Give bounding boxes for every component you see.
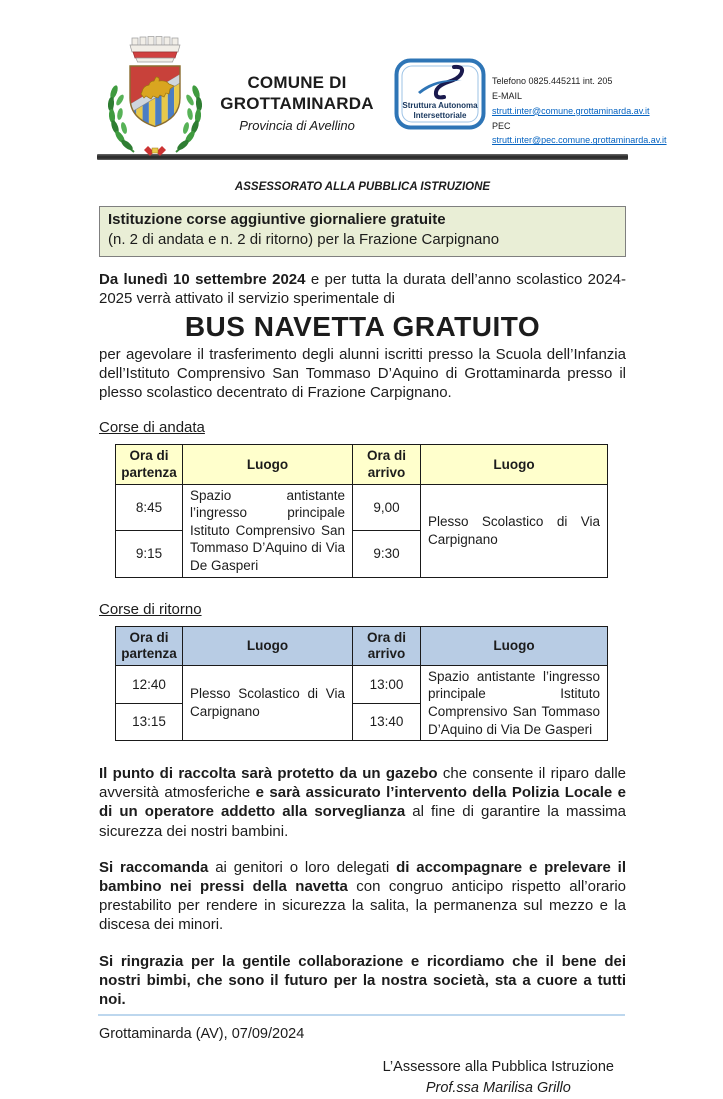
departure-time-1: 8:45 (116, 484, 183, 530)
col-header-place2: Luogo (421, 445, 608, 484)
departure-place: Plesso Scolastico di Via Carpignano (183, 665, 353, 740)
pec-label: PEC (492, 120, 511, 131)
table-header-row (116, 626, 608, 665)
shield (130, 66, 180, 128)
col-header-place1: Luogo (183, 445, 353, 484)
departure-time-2: 13:15 (116, 703, 183, 741)
subject-line2: (n. 2 di andata e n. 2 di ritorno) per la Frazione Carpignano (108, 231, 500, 249)
col-header-departure: Ora di partenza (116, 445, 183, 484)
subject-box (99, 206, 626, 257)
intro-paragraph: Da lunedì 10 settembre 2024 e per tutta la durata dell’anno scolastico 2024-2025 verrà attivato il servizio sperimentale di (99, 270, 626, 307)
place-date-line: Grottaminarda (AV), 07/09/2024 (99, 1026, 305, 1043)
table-header-row (116, 445, 608, 484)
main-title: BUS NAVETTA GRATUITO (184, 310, 541, 342)
col-header-departure: Ora di partenza (116, 626, 183, 665)
municipality-name-line1: COMUNE DI (247, 73, 347, 92)
arrival-time-2: 9:30 (353, 531, 421, 577)
email-link[interactable]: strutt.inter@comune.grottaminarda.av.it (492, 105, 650, 116)
arrival-place: Spazio antistante l’ingresso principale Istituto Comprensivo San Tommaso D’Aquino di Via De Gasperi (421, 665, 608, 740)
phone-line: Telefono 0825.445211 int. 205 (492, 76, 613, 86)
table-row (116, 484, 608, 530)
pec-line (492, 119, 667, 149)
signature-block (99, 1057, 626, 1099)
andata-heading: Corse di andata (99, 419, 205, 437)
table-row (116, 665, 608, 703)
mural-crown (130, 37, 180, 63)
raccomanda-paragraph: Si raccomanda ai genitori o loro delegati di accompagnare e prelevare il bambino nei pressi della navetta con congruo anticipo rispetto all’orario prestabilito per rendere in sicurezza la salita, la permanenza sul mezzo e la discesa dei minori. (99, 858, 626, 934)
logo-text-line2: Intersettoriale (413, 111, 467, 120)
col-header-arrival: Ora di arrivo (353, 626, 421, 665)
purpose-paragraph: per agevolare il trasferimento degli alunni iscritti presso la Scuola dell’Infanzia dell’Istituto Comprensivo San Tommaso D’Aquino di Grottaminarda presso il plesso scolastico decentrato di Frazione Carpignano. (99, 345, 626, 402)
pec-link[interactable]: strutt.inter@pec.comune.grottaminarda.av.it (492, 135, 667, 146)
struttura-autonoma-logo (394, 58, 486, 130)
col-header-place2: Luogo (421, 626, 608, 665)
department-title: ASSESSORATO ALLA PUBBLICA ISTRUZIONE (234, 181, 491, 193)
ribbon (144, 146, 166, 156)
col-header-arrival: Ora di arrivo (353, 445, 421, 484)
gazebo-paragraph: Il punto di raccolta sarà protetto da un gazebo che consente il riparo dalle avversità atmosferiche e sarà assicurato l’intervento della Polizia Locale e di un operatore addetto alla sorveglianza al fine di garantire la massima sicurezza dei nostri bambini. (99, 765, 627, 840)
arrival-place: Plesso Scolastico di Via Carpignano (421, 484, 608, 577)
email-line (492, 89, 667, 119)
municipality-block (212, 72, 382, 133)
arrival-time-1: 13:00 (353, 665, 421, 703)
document-body (0, 181, 723, 1099)
contact-block (492, 74, 667, 148)
andata-table (115, 444, 608, 577)
footer-divider (98, 1014, 625, 1016)
email-label: E-MAIL (492, 90, 522, 101)
municipality-name-line2: GROTTAMINARDA (220, 94, 374, 114)
signature-name: Prof.ssa Marilisa Grillo (425, 1080, 571, 1097)
ringrazia-paragraph: Si ringrazia per la gentile collaborazione e ricordiamo che il bene dei nostri bimbi, che sono il futuro per la nostra società, sta a cuore a tutti noi. (99, 952, 626, 1008)
province-label: Provincia di Avellino (239, 117, 355, 133)
departure-time-1: 12:40 (116, 665, 183, 703)
departure-place: Spazio antistante l’ingresso principale Istituto Comprensivo San Tommaso D’Aquino di Via De Gasperi (183, 484, 353, 577)
letterhead (0, 0, 723, 150)
coat-of-arms (100, 30, 210, 162)
signature-role: L’Assessore alla Pubblica Istruzione (382, 1059, 614, 1076)
arrival-time-2: 13:40 (353, 703, 421, 741)
departure-time-2: 9:15 (116, 531, 183, 577)
ritorno-heading: Corse di ritorno (99, 600, 202, 618)
col-header-place1: Luogo (183, 626, 353, 665)
arrival-time-1: 9,00 (353, 484, 421, 530)
subject-line1: Istituzione corse aggiuntive giornaliere gratuite (108, 211, 446, 228)
ritorno-table (115, 626, 608, 742)
logo-text-line1: Struttura Autonoma (402, 101, 478, 110)
